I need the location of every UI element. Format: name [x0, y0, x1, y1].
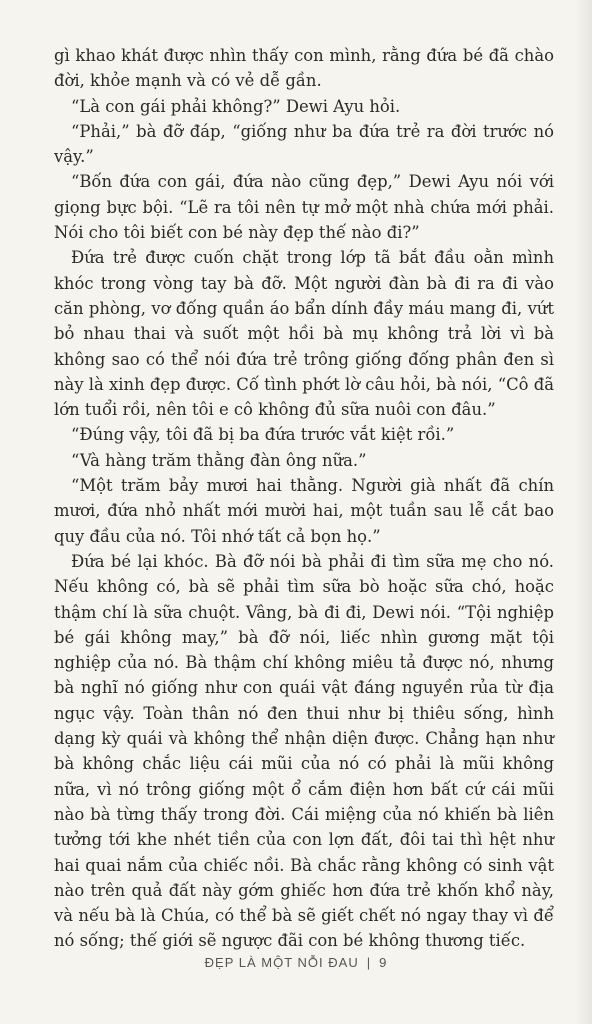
page-number: 9 [379, 955, 388, 970]
paragraph: Đứa trẻ được cuốn chặt trong lớp tã bắt đầu oằn mình khóc trong vòng tay bà đỡ. Một người đàn bà đi ra đi vào căn phòng, vơ đống quần áo bẩn dính đầy máu mang đi, vứt bỏ nhau thai và suốt một hồi bà mụ không trả lời vì bà không sao có thể nói đứa trẻ trông giống đống phân đen sì này là xinh đẹp được. Cố tình phớt lờ câu hỏi, bà nói, “Cô đã lớn tuổi rồi, nên tôi e cô không đủ sữa nuôi con đâu.” [54, 248, 554, 420]
book-title: ĐẸP LÀ MỘT NỖI ĐAU [204, 955, 359, 970]
paragraph: gì khao khát được nhìn thấy con mình, rằng đứa bé đã chào đời, khỏe mạnh và có vẻ dễ gần. [54, 46, 554, 91]
paragraph: “Là con gái phải không?” Dewi Ayu hỏi. [71, 96, 401, 116]
running-footer [0, 955, 592, 970]
paragraph: Đứa bé lại khóc. Bà đỡ nói bà phải đi tìm sữa mẹ cho nó. Nếu không có, bà sẽ phải tìm sữa bò hoặc sữa chó, hoặc thậm chí là sữa chuột. Vâng, bà đi đi, Dewi nói. “Tội nghiệp bé gái không may,” bà đỡ nói, liếc nhìn gương mặt tội nghiệp của nó. Bà thậm chí không miêu tả được nó, nhưng bà nghĩ nó giống như con quái vật đáng nguyền rủa từ địa ngục vậy. Toàn thân nó đen thui như bị thiêu sống, hình dạng kỳ quái và không thể nhận diện được. Chẳng hạn như bà không chắc liệu cái mũi của nó có phải là mũi không nữa, vì nó trông giống một ổ cắm điện hơn bất cứ cái mũi nào bà từng thấy trong đời. Cái miệng của nó khiến bà liên tưởng tới khe nhét tiền của con lợn đất, đôi tai thì hệt như hai quai nắm của chiếc nồi. Bà chắc rằng không có sinh vật nào trên quả đất này gớm ghiếc hơn đứa trẻ khốn khổ này, và nếu bà là Chúa, có thể bà sẽ giết chết nó ngay thay vì để nó sống; thế giới sẽ ngược đãi con bé không thương tiếc. [54, 551, 554, 951]
footer-separator: | [366, 955, 372, 970]
page-spine-shadow [574, 0, 592, 1024]
body-text [54, 43, 554, 954]
paragraph: “Đúng vậy, tôi đã bị ba đứa trước vắt kiệt rồi.” [71, 425, 455, 445]
paragraph: “Phải,” bà đỡ đáp, “giống như ba đứa trẻ ra đời trước nó vậy.” [54, 121, 554, 167]
paragraph: “Bốn đứa con gái, đứa nào cũng đẹp,” Dewi Ayu nói với giọng bực bội. “Lẽ ra tôi nên tự mở một nhà chứa mới phải. Nói cho tôi biết con bé này đẹp thế nào đi?” [54, 172, 554, 243]
paragraph: “Một trăm bảy mươi hai thằng. Người già nhất đã chín mươi, đứa nhỏ nhất mới mười hai, một tuần sau lễ cắt bao quy đầu của nó. Tôi nhớ tất cả bọn họ.” [54, 476, 554, 546]
paragraph: “Và hàng trăm thằng đàn ông nữa.” [71, 450, 367, 470]
